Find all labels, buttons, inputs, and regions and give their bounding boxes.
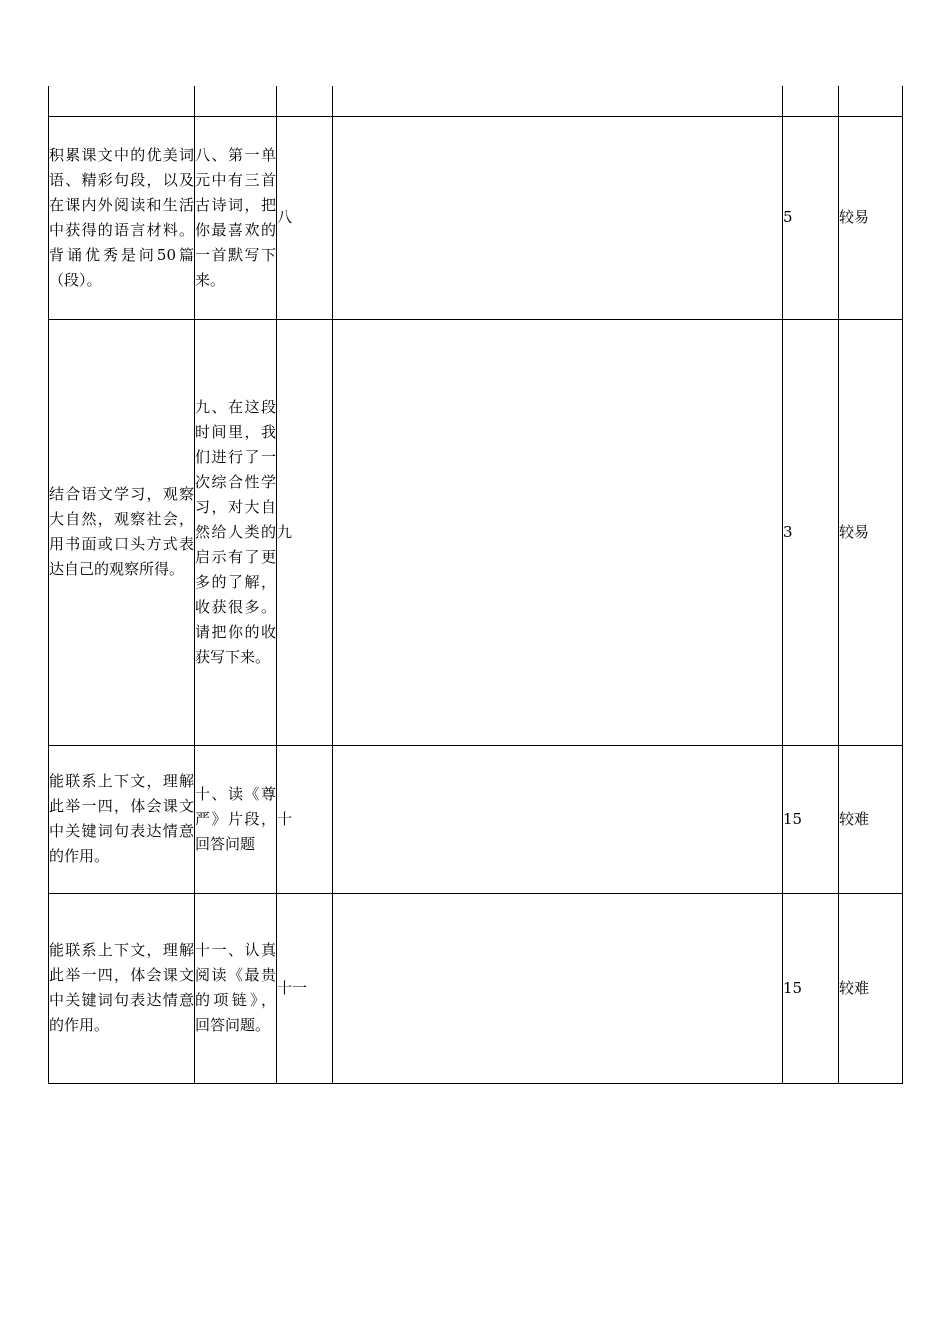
table-row bbox=[49, 116, 903, 319]
table-row bbox=[49, 745, 903, 893]
table-row bbox=[49, 86, 903, 116]
answer-cell bbox=[333, 319, 783, 745]
question-cell: 八、第一单元中有三首古诗词，把你最喜欢的一首默写下来。 bbox=[195, 116, 277, 319]
answer-cell bbox=[333, 745, 783, 893]
question-number-cell: 九 bbox=[277, 319, 333, 745]
requirement-cell bbox=[49, 86, 195, 116]
answer-cell bbox=[333, 86, 783, 116]
table-row bbox=[49, 319, 903, 745]
score-cell: 3 bbox=[783, 319, 839, 745]
question-number-cell bbox=[277, 86, 333, 116]
requirement-cell: 能联系上下文，理解此举一四，体会课文中关键词句表达情意的作用。 bbox=[49, 893, 195, 1083]
requirement-cell: 结合语文学习，观察大自然，观察社会，用书面或口头方式表达自己的观察所得。 bbox=[49, 319, 195, 745]
difficulty-cell: 较难 bbox=[839, 745, 903, 893]
question-number-cell: 十 bbox=[277, 745, 333, 893]
question-cell: 十、读《尊严》片段，回答问题 bbox=[195, 745, 277, 893]
answer-cell bbox=[333, 893, 783, 1083]
score-cell: 15 bbox=[783, 745, 839, 893]
question-cell: 九、在这段时间里，我们进行了一次综合性学习，对大自然给人类的启示有了更多的了解，收获很多。请把你的收获写下来。 bbox=[195, 319, 277, 745]
question-number-cell: 八 bbox=[277, 116, 333, 319]
difficulty-cell: 较易 bbox=[839, 116, 903, 319]
score-cell: 15 bbox=[783, 893, 839, 1083]
difficulty-cell: 较易 bbox=[839, 319, 903, 745]
difficulty-cell bbox=[839, 86, 903, 116]
requirement-cell: 积累课文中的优美词语、精彩句段，以及在课内外阅读和生活中获得的语言材料。背诵优秀是问50篇（段）。 bbox=[49, 116, 195, 319]
score-cell: 5 bbox=[783, 116, 839, 319]
exam-analysis-table bbox=[48, 86, 903, 1084]
table-row bbox=[49, 893, 903, 1083]
question-number-cell: 十一 bbox=[277, 893, 333, 1083]
question-cell: 十一、认真阅读《最贵的项链》，回答问题。 bbox=[195, 893, 277, 1083]
requirement-cell: 能联系上下文，理解此举一四，体会课文中关键词句表达情意的作用。 bbox=[49, 745, 195, 893]
answer-cell bbox=[333, 116, 783, 319]
score-cell bbox=[783, 86, 839, 116]
question-cell bbox=[195, 86, 277, 116]
difficulty-cell: 较难 bbox=[839, 893, 903, 1083]
